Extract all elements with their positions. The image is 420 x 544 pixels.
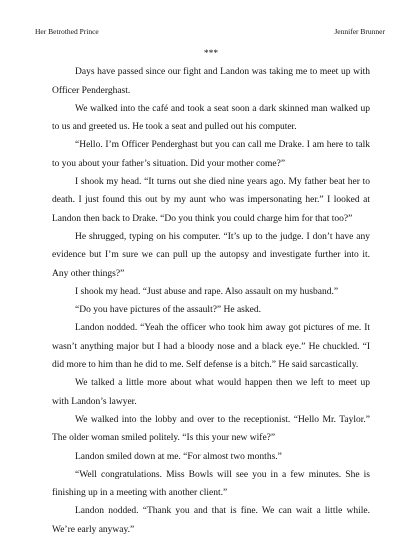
paragraph: Days have passed since our fight and Landon was taking me to meet up with Officer Penderghast. (52, 67, 370, 96)
paragraph: Landon nodded. “Yeah the officer who took him away got pictures of me. It wasn’t anything major but I had a bloody nose and a black eye.” He chuckled. “I did more to him than he did to me. Self defense is a bitch.” He said sarcastically. (52, 323, 370, 371)
book-title: Her Betrothed Prince (35, 27, 99, 36)
paragraph: I shook my head. “It turns out she died nine years ago. My father beat her to death. I just found this out by my aunt who was impersonating her.” I looked at Landon then back to Drake. “Do you think you could charge him for that too?” (52, 177, 370, 224)
paragraph: We walked into the café and took a seat soon a dark skinned man walked up to us and greeted us. He took a seat and pulled out his computer. (52, 103, 370, 133)
paragraph: We talked a little more about what would happen then we left to meet up with Landon’s lawyer. (52, 378, 370, 407)
scene-separator: *** (203, 49, 219, 59)
page-body (52, 45, 370, 539)
author-name: Jennifer Brunner (334, 27, 385, 36)
page-header (35, 27, 385, 36)
paragraph: “Do you have pictures of the assault?” He asked. (75, 305, 261, 316)
paragraph: “Well congratulations. Miss Bowls will see you in a few minutes. She is finishing up in a meeting with another client.” (52, 469, 370, 499)
paragraph: I shook my head. “Just abuse and rape. Also assault on my husband.” (75, 286, 339, 297)
paragraph: He shrugged, typing on his computer. “It’s up to the judge. I don’t have any evidence but I’m sure we can pull up the autopsy and investigate further into it. Any other things?” (52, 231, 370, 279)
paragraph: We walked into the lobby and over to the receptionist. “Hello Mr. Taylor.” The older woman smiled politely. “Is this your new wife?” (52, 414, 370, 444)
paragraph: “Hello. I’m Officer Penderghast but you can call me Drake. I am here to talk to you about your father’s situation. Did your mother come?” (52, 140, 370, 169)
paragraph: Landon nodded. “Thank you and that is fine. We can wait a little while. We’re early anyway.” (52, 506, 370, 535)
paragraph: Landon smiled down at me. “For almost two months.” (75, 451, 282, 462)
